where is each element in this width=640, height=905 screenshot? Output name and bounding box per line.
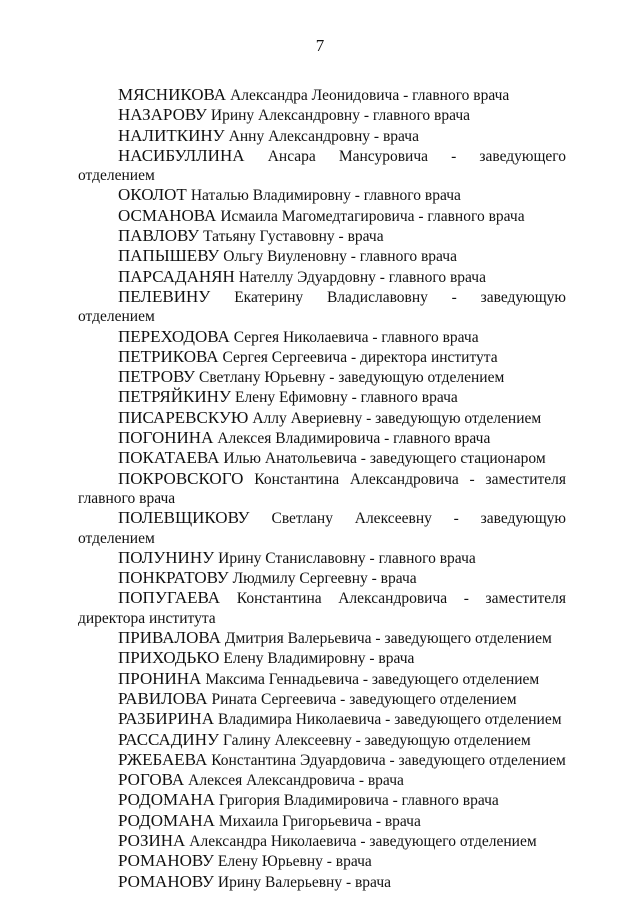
person-details: Михаила Григорьевича - врача bbox=[218, 812, 421, 830]
person-details: Сергея Сергеевича - директора института bbox=[222, 348, 498, 366]
list-item bbox=[78, 588, 566, 628]
person-surname: ПЕТРЯЙКИНУ bbox=[118, 387, 231, 407]
list-item bbox=[78, 347, 566, 367]
person-details: Сергея Николаевича - главного врача bbox=[233, 328, 479, 346]
list-item bbox=[78, 831, 566, 851]
person-details: Максима Геннадьевича - заведующего отделением bbox=[205, 670, 540, 688]
person-surname: ПРИХОДЬКО bbox=[118, 648, 220, 668]
list-item bbox=[78, 669, 566, 689]
person-surname: ПОКРОВСКОГО bbox=[118, 468, 244, 488]
award-list bbox=[78, 85, 566, 892]
person-surname: ОСМАНОВА bbox=[118, 205, 217, 225]
person-surname: РОДОМАНА bbox=[118, 810, 215, 830]
person-surname: ПОГОНИНА bbox=[118, 428, 214, 448]
person-details: Дмитрия Валерьевича - заведующего отделением bbox=[224, 630, 552, 648]
list-item bbox=[78, 267, 566, 287]
person-surname: РОЗИНА bbox=[118, 830, 186, 850]
person-surname: РОДОМАНА bbox=[118, 790, 215, 810]
list-item bbox=[78, 287, 566, 327]
list-item bbox=[78, 568, 566, 588]
person-details: Ансара Мансуровича - заведующего отделением bbox=[78, 147, 566, 185]
person-surname: ПОКАТАЕВА bbox=[118, 448, 220, 468]
list-item bbox=[78, 105, 566, 125]
person-details: Ирину Александровну - главного врача bbox=[210, 107, 471, 125]
person-surname: ПЕЛЕВИНУ bbox=[118, 286, 211, 306]
person-surname: РОГОВА bbox=[118, 770, 185, 790]
person-surname: НАЗАРОВУ bbox=[118, 105, 207, 125]
person-surname: НАЛИТКИНУ bbox=[118, 125, 225, 145]
list-item bbox=[78, 185, 566, 205]
person-details: Рината Сергеевича - заведующего отделением bbox=[211, 690, 517, 708]
person-details: Владимира Николаевича - заведующего отделением bbox=[217, 711, 562, 729]
list-item bbox=[78, 811, 566, 831]
list-item bbox=[78, 770, 566, 790]
person-details: Галину Алексеевну - заведующую отделением bbox=[223, 731, 531, 749]
person-surname: ПАРСАДАНЯН bbox=[118, 266, 235, 286]
person-surname: МЯСНИКОВА bbox=[118, 85, 227, 104]
list-item bbox=[78, 226, 566, 246]
person-surname: РЖЕБАЕВА bbox=[118, 749, 208, 769]
list-item bbox=[78, 851, 566, 871]
person-details: Илью Анатольевича - заведующего стационаром bbox=[223, 450, 546, 468]
list-item bbox=[78, 146, 566, 186]
person-details: Елену Юрьевну - врача bbox=[217, 853, 372, 871]
person-surname: ПЕРЕХОДОВА bbox=[118, 326, 230, 346]
list-item bbox=[78, 750, 566, 770]
person-details: Наталью Владимировну - главного врача bbox=[190, 187, 461, 205]
person-surname: ОКОЛОТ bbox=[118, 185, 187, 205]
person-details: Алексея Владимировича - главного врача bbox=[217, 430, 491, 448]
person-details: Аллу Авериевну - заведующую отделением bbox=[252, 409, 542, 427]
list-item bbox=[78, 628, 566, 648]
person-details: Александра Леонидовича - главного врача bbox=[230, 87, 510, 104]
list-item bbox=[78, 367, 566, 387]
person-surname: РАССАДИНУ bbox=[118, 729, 220, 749]
person-surname: ПОЛЕВЩИКОВУ bbox=[118, 508, 250, 528]
person-details: Елену Ефимовну - главного врача bbox=[234, 389, 458, 407]
person-surname: ПОНКРАТОВУ bbox=[118, 568, 229, 588]
list-item bbox=[78, 872, 566, 892]
person-surname: ПЕТРОВУ bbox=[118, 367, 195, 387]
person-details: Татьяну Густавовну - врача bbox=[203, 228, 384, 246]
list-item bbox=[78, 387, 566, 407]
list-item bbox=[78, 648, 566, 668]
list-item bbox=[78, 548, 566, 568]
person-surname: РАЗБИРИНА bbox=[118, 709, 214, 729]
person-details: Елену Владимировну - врача bbox=[223, 650, 415, 668]
page-number: 7 bbox=[315, 36, 325, 55]
list-item bbox=[78, 246, 566, 266]
list-item bbox=[78, 469, 566, 509]
person-details: Ирину Станиславовну - главного врача bbox=[218, 549, 476, 567]
list-item bbox=[78, 689, 566, 709]
person-surname: РАВИЛОВА bbox=[118, 688, 208, 708]
person-details: Людмилу Сергеевну - врача bbox=[232, 570, 417, 588]
person-surname: РОМАНОВУ bbox=[118, 851, 214, 871]
list-item bbox=[78, 790, 566, 810]
list-item bbox=[78, 508, 566, 548]
person-details: Александра Николаевича - заведующего отделением bbox=[189, 832, 537, 850]
person-details: Светлану Алексеевну - заведующую отделением bbox=[78, 510, 567, 547]
person-details: Константина Александровича - заместителя директора института bbox=[78, 590, 566, 627]
person-details: Нателлу Эдуардовну - главного врача bbox=[238, 268, 486, 286]
person-surname: РОМАНОВУ bbox=[118, 871, 214, 891]
list-item bbox=[78, 327, 566, 347]
person-details: Константина Александровича - заместителя главного врача bbox=[78, 470, 567, 507]
list-item bbox=[78, 408, 566, 428]
person-details: Екатерину Владиславовну - заведующую отделением bbox=[78, 288, 566, 326]
person-details: Светлану Юрьевну - заведующую отделением bbox=[198, 369, 505, 387]
person-details: Алексея Александровича - врача bbox=[188, 772, 404, 790]
person-surname: НАСИБУЛЛИНА bbox=[118, 145, 245, 165]
person-surname: ПАПЫШЕВУ bbox=[118, 246, 220, 266]
person-surname: ПИСАРЕВСКУЮ bbox=[118, 407, 249, 427]
person-surname: ПОЛУНИНУ bbox=[118, 547, 215, 567]
person-surname: ПОПУГАЕВА bbox=[118, 588, 221, 608]
person-surname: ПЕТРИКОВА bbox=[118, 346, 219, 366]
person-details: Анну Александровну - врача bbox=[228, 127, 419, 145]
person-details: Константина Эдуардовича - заведующего отделением bbox=[211, 751, 566, 769]
list-item bbox=[78, 126, 566, 146]
person-details: Григория Владимировича - главного врача bbox=[218, 792, 499, 810]
list-item bbox=[78, 709, 566, 729]
person-details: Ирину Валерьевну - врача bbox=[217, 873, 391, 891]
list-item bbox=[78, 85, 566, 105]
list-item bbox=[78, 206, 566, 226]
list-item bbox=[78, 448, 566, 468]
person-surname: ПРОНИНА bbox=[118, 668, 202, 688]
list-item bbox=[78, 428, 566, 448]
person-surname: ПАВЛОВУ bbox=[118, 226, 200, 246]
person-details: Ольгу Виуленовну - главного врача bbox=[223, 248, 457, 266]
person-details: Исмаила Магомедтагировича - главного врача bbox=[220, 207, 525, 225]
person-surname: ПРИВАЛОВА bbox=[118, 628, 221, 648]
list-item bbox=[78, 730, 566, 750]
